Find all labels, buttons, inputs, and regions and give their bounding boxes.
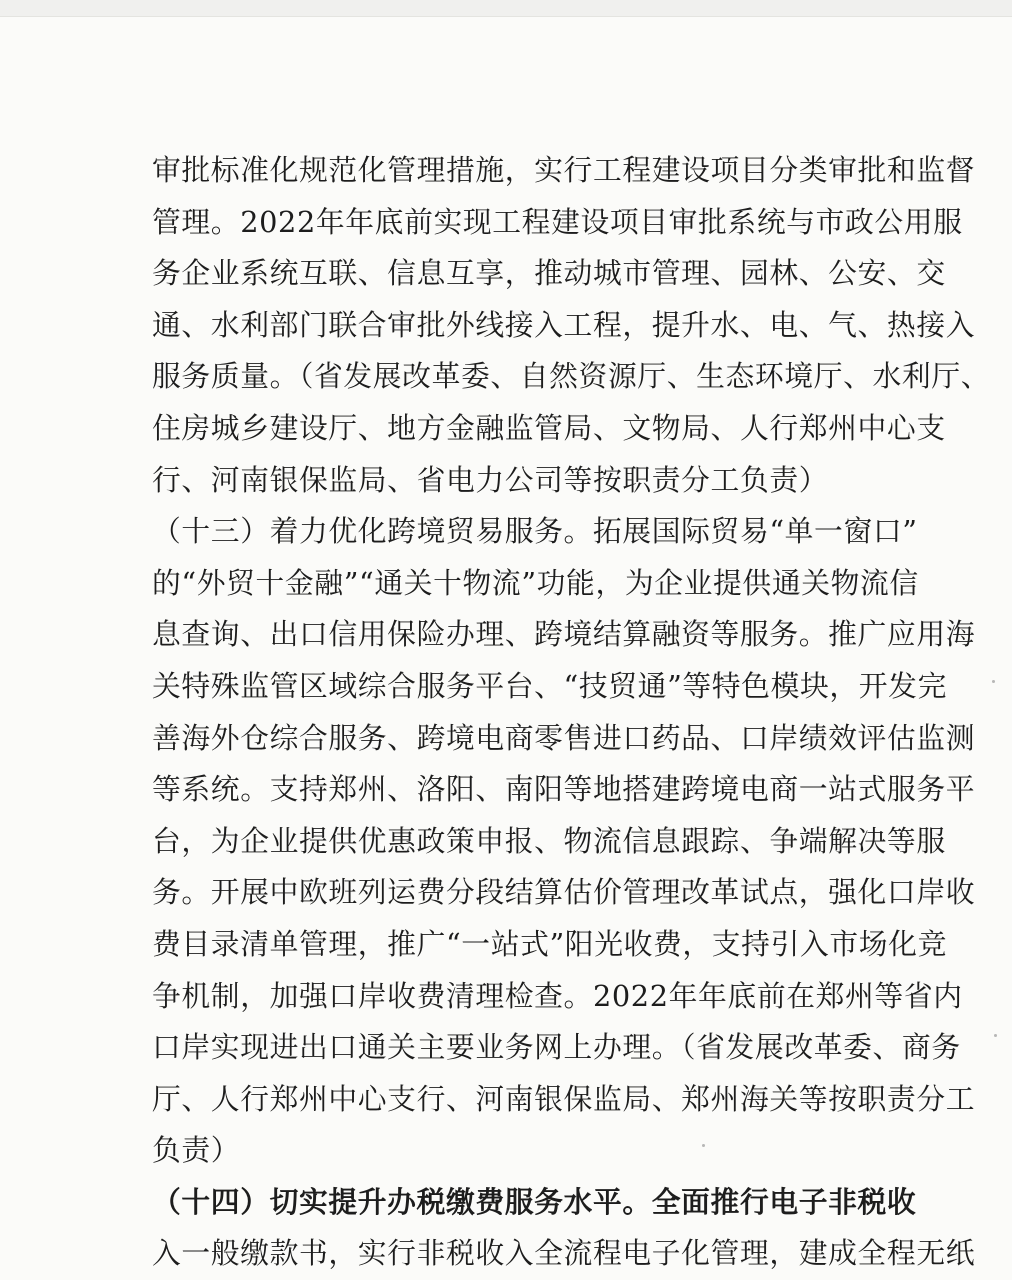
text-line: 的“外贸十金融”“通关十物流”功能，为企业提供通关物流信 (152, 565, 919, 600)
paragraph-cross-border-trade (152, 506, 976, 1177)
text-line: 等系统。支持郑州、洛阳、南阳等地搭建跨境电商一站式服务平 (152, 772, 976, 807)
section-heading-line: （十四）切实提升办税缴费服务水平。全面推行电子非税收 (152, 1184, 917, 1219)
text-line: 入一般缴款书，实行非税收入全流程电子化管理，建成全程无纸 (152, 1236, 976, 1271)
text-line: 通、水利部门联合审批外线接入工程，提升水、电、气、热接入 (152, 307, 976, 342)
scan-speck (994, 1034, 997, 1037)
text-line: 争机制，加强口岸收费清理检查。2022年年底前在郑州等省内 (152, 978, 963, 1013)
text-line: 行、河南银保监局、省电力公司等按职责分工负责） (152, 462, 829, 497)
text-line: 务。开展中欧班列运费分段结算估价管理改革试点，强化口岸收 (152, 875, 976, 910)
text-line: 管理。2022年年底前实现工程建设项目审批系统与市政公用服 (152, 204, 963, 239)
text-line: 服务质量。（省发展改革委、自然资源厅、生态环境厅、水利厅、 (152, 359, 991, 394)
paragraph-approval-management (152, 145, 991, 506)
scan-top-edge (0, 0, 1012, 17)
text-line: 台，为企业提供优惠政策申报、物流信息跟踪、争端解决等服 (152, 823, 946, 858)
text-line: 息查询、出口信用保险办理、跨境结算融资等服务。推广应用海 (152, 617, 976, 652)
scan-speck (992, 680, 995, 683)
paragraph-tax-service (152, 1177, 976, 1280)
text-line: 善海外仓综合服务、跨境电商零售进口药品、口岸绩效评估监测 (152, 720, 976, 755)
text-line: 务企业系统互联、信息互享，推动城市管理、园林、公安、交 (152, 256, 946, 291)
text-line: 审批标准化规范化管理措施，实行工程建设项目分类审批和监督 (152, 153, 976, 187)
text-line: 费目录清单管理，推广“一站式”阳光收费，支持引入市场化竞 (152, 926, 947, 961)
text-line: 厅、人行郑州中心支行、河南银保监局、郑州海关等按职责分工 (152, 1081, 976, 1116)
text-line: 关特殊监管区域综合服务平台、“技贸通”等特色模块，开发完 (152, 668, 947, 703)
section-heading-line: （十三）着力优化跨境贸易服务。拓展国际贸易“单一窗口” (152, 514, 918, 549)
text-line: 住房城乡建设厅、地方金融监管局、文物局、人行郑州中心支 (152, 410, 946, 445)
text-line: 负责） (152, 1133, 241, 1168)
document-body (152, 145, 991, 1280)
text-line: 口岸实现进出口通关主要业务网上办理。（省发展改革委、商务 (152, 1030, 961, 1065)
